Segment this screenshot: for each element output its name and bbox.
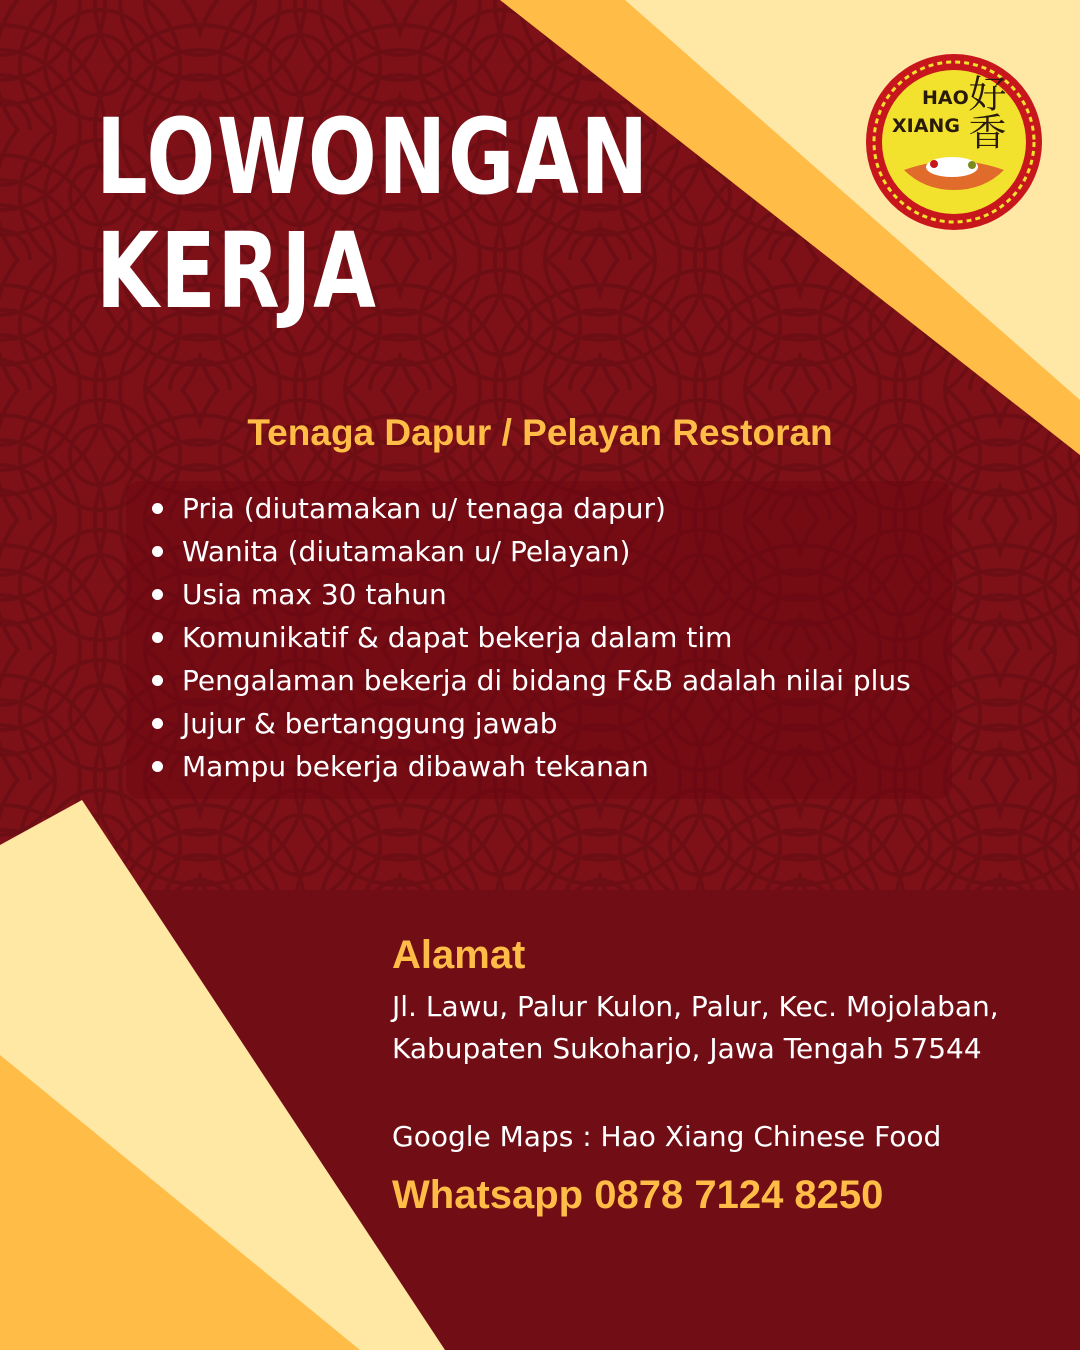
logo-text-hao: HAO	[922, 87, 969, 109]
contact-section	[392, 930, 1052, 1220]
title-line-2: KERJA	[96, 210, 378, 332]
bullet-icon	[152, 503, 163, 514]
list-item	[150, 745, 911, 788]
bullet-icon	[152, 675, 163, 686]
list-item	[150, 659, 911, 702]
list-item	[150, 702, 911, 745]
hao-xiang-logo	[864, 52, 1044, 232]
position-heading: Tenaga Dapur / Pelayan Restoran	[247, 412, 833, 453]
requirement-text: Mampu bekerja dibawah tekanan	[182, 750, 649, 783]
bullet-icon	[152, 632, 163, 643]
list-item	[150, 616, 911, 659]
address-text: Jl. Lawu, Palur Kulon, Palur, Kec. Mojolaban, Kabupaten Sukoharjo, Jawa Tengah 57544	[392, 990, 999, 1065]
requirement-text: Komunikatif & dapat bekerja dalam tim	[182, 621, 733, 654]
page-title	[96, 96, 650, 332]
title-line-1: LOWONGAN	[96, 96, 650, 218]
address-heading: Alamat	[392, 933, 526, 977]
maps-text: Google Maps : Hao Xiang Chinese Food	[392, 1120, 942, 1153]
bullet-icon	[152, 761, 163, 772]
list-item	[150, 487, 911, 530]
list-item	[150, 573, 911, 616]
bullet-icon	[152, 718, 163, 729]
requirements-list	[150, 487, 911, 788]
requirement-text: Jujur & bertanggung jawab	[182, 707, 558, 740]
list-item	[150, 530, 911, 573]
whatsapp-number[interactable]: Whatsapp 0878 7124 8250	[392, 1173, 884, 1217]
requirement-text: Wanita (diutamakan u/ Pelayan)	[182, 535, 631, 568]
requirement-text: Pengalaman bekerja di bidang F&B adalah nilai plus	[182, 664, 911, 697]
bullet-icon	[152, 589, 163, 600]
logo-text-xiang: XIANG	[892, 115, 960, 137]
logo-chinese-text: 好香	[962, 74, 1006, 150]
requirement-text: Usia max 30 tahun	[182, 578, 447, 611]
bullet-icon	[152, 546, 163, 557]
requirement-text: Pria (diutamakan u/ tenaga dapur)	[182, 492, 666, 525]
